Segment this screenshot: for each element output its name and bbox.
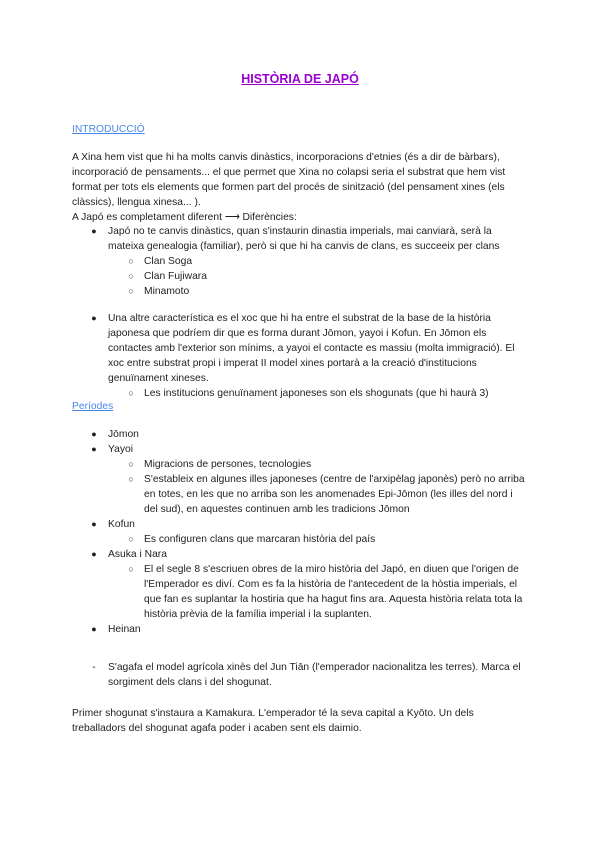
list-item — [72, 442, 528, 457]
diff-item-text: Japó no te canvis dinàstics, quan s'instaurin dinastia imperials, mai canviarà, serà la mateixa genealogia (familiar), però si que hi ha canvis de clans, es succeeix per clans — [108, 226, 500, 252]
sub-item-text: Les institucions genuïnament japoneses son els shogunats (que hi haurà 3) — [144, 388, 489, 399]
bullet-marker: ● — [91, 519, 97, 529]
bullet-marker: ● — [91, 313, 97, 323]
sub-bullet-marker: ○ — [128, 459, 134, 469]
sub-item-text: Es configuren clans que marcaran història del país — [144, 534, 376, 545]
sub-item-text: Migracions de persones, tecnologies — [144, 459, 312, 470]
bullet-marker: ● — [91, 444, 97, 454]
bullet-marker: ● — [91, 549, 97, 559]
dash-list — [72, 660, 528, 690]
list-item — [72, 547, 528, 562]
sub-bullet-marker: ○ — [128, 271, 134, 281]
diff-list-1 — [72, 224, 528, 299]
list-item — [72, 284, 528, 299]
intro-heading-link[interactable]: INTRODUCCIÓ — [72, 124, 145, 135]
list-item — [72, 457, 528, 472]
period-name: Asuka i Nara — [108, 549, 167, 560]
list-item — [72, 517, 528, 532]
page-title: HISTÒRIA DE JAPÓ — [241, 72, 359, 86]
bullet-marker: ● — [91, 624, 97, 634]
sub-bullet-marker: ○ — [128, 564, 134, 574]
sub-item-text: Minamoto — [144, 286, 190, 297]
dash-item-text: S'agafa el model agrícola xinès del Jun Tiān (l'emperador nacionalitza les terres). Marca el sorgiment dels clans i del shogunat. — [108, 662, 521, 688]
differences-line: A Japó es completament diferent ⟶ Diferències: — [72, 212, 297, 223]
list-item — [72, 254, 528, 269]
sub-bullet-marker: ○ — [128, 286, 134, 296]
sub-item-text: El el segle 8 s'escriuen obres de la miro història del Japó, en diuen que l'origen de l'Emperador es diví. Com es fa la història de l'antecedent de la hòstia imperials, el que fan es suplantar la hostiria que ha hagut fins ara. Aquesta història relata tota la història prèvia de la família imperial i la suplanten. — [144, 564, 523, 620]
list-item — [72, 311, 528, 386]
list-item — [72, 472, 528, 517]
sub-bullet-marker: ○ — [128, 388, 134, 398]
list-item — [72, 269, 528, 284]
periods-list — [72, 427, 528, 637]
closing-paragraph: Primer shogunat s'instaura a Kamakura. L'emperador té la seva capital a Kyōto. Un dels treballadors del shogunat agafa poder i acaben sent els daimio. — [72, 708, 474, 734]
bullet-marker: ● — [91, 226, 97, 236]
list-item — [72, 386, 528, 401]
dash-marker: - — [92, 662, 96, 673]
sub-item-text: Clan Fujiwara — [144, 271, 207, 282]
sub-bullet-marker: ○ — [128, 256, 134, 266]
list-item — [72, 562, 528, 622]
sub-bullet-marker: ○ — [128, 474, 134, 484]
intro-paragraph: A Xina hem vist que hi ha molts canvis dinàstics, incorporacions d'etnies (és a dir de bàrbars), incorporació de pensaments... el que permet que Xina no colapsi seria el substrat que hem vist format per tots els elements que formen part del procés de sinització (del pensament xines (els clàssics), llengua xinesa... ). — [72, 152, 506, 208]
periods-heading-link[interactable]: Períodes — [72, 401, 114, 412]
list-item — [72, 622, 528, 637]
period-name: Heinan — [108, 624, 141, 635]
period-name: Jōmon — [108, 429, 139, 440]
list-item — [72, 532, 528, 547]
sub-bullet-marker: ○ — [128, 534, 134, 544]
sub-item-text: Clan Soga — [144, 256, 193, 267]
diff-list-2 — [72, 311, 528, 401]
sub-item-text: S'estableix en algunes illes japoneses (centre de l'arxipèlag japonès) però no arriba en totes, en les que no arriba son les anomenades Epi-Jōmon (les illes del nord i del sud), en aquestes continuen amb les tradicions Jōmon — [144, 474, 525, 515]
list-item — [72, 427, 528, 442]
list-item — [72, 224, 528, 254]
bullet-marker: ● — [91, 429, 97, 439]
period-name: Kofun — [108, 519, 135, 530]
diff-item-text: Una altre característica es el xoc que hi ha entre el substrat de la base de la història japonesa que podríem dir que es forma durant Jōmon, yayoi i Kofun. En Jōmon els contactes amb l'exterior son mínims, a yayoi el contacte es massiu (molta immigració). El xoc entre substrat propi i imperat II model xines portarà a la creació d'institucions genuïnament xineses. — [108, 313, 515, 384]
period-name: Yayoi — [108, 444, 133, 455]
list-item — [72, 660, 528, 690]
